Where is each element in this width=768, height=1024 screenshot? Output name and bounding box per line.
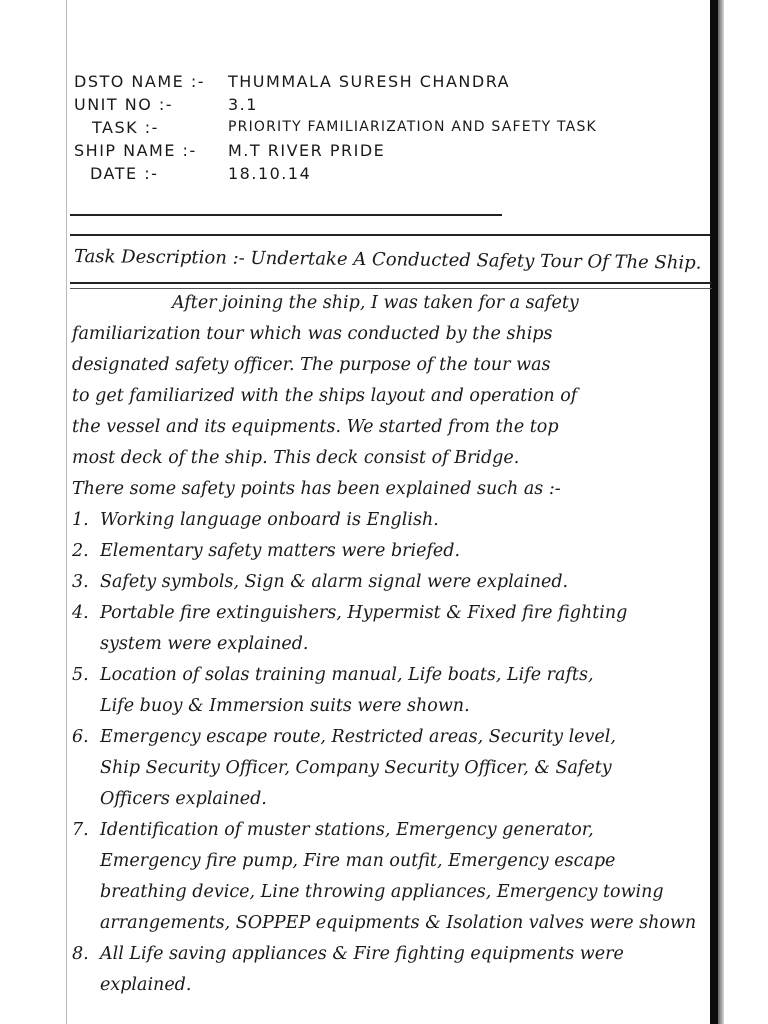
header-row-unit-no: [74, 93, 704, 116]
list-item: [72, 598, 712, 660]
header-value: 18.10.14: [228, 164, 312, 183]
list-text: Emergency fire pump, Fire man outfit, Emergency escape: [100, 851, 616, 871]
header-block: [74, 70, 704, 185]
list-text: Elementary safety matters were briefed.: [100, 541, 461, 561]
list-item: [72, 536, 712, 567]
list-text: Emergency escape route, Restricted areas, Security level,: [100, 727, 616, 747]
header-value: M.T RIVER PRIDE: [228, 141, 386, 160]
list-number: 7.: [72, 820, 89, 840]
task-description: Task Description :- Undertake A Conducted Safety Tour Of The Ship.: [73, 246, 702, 274]
header-row-ship-name: [74, 139, 704, 162]
list-text: All Life saving appliances & Fire fighting equipments were: [100, 944, 624, 964]
list-text: Safety symbols, Sign & alarm signal were explained.: [100, 572, 569, 592]
header-value: 3.1: [228, 95, 258, 114]
task-description-underline: [70, 282, 712, 284]
list-text: breathing device, Line throwing appliances, Emergency towing: [100, 882, 664, 902]
header-row-task: [74, 116, 704, 139]
list-number: 6.: [72, 727, 89, 747]
list-text: explained.: [100, 975, 192, 995]
intro-line: designated safety officer. The purpose of the tour was: [72, 355, 551, 375]
intro-line: the vessel and its equipments. We started from the top: [72, 417, 559, 437]
notebook-margin-line: [66, 0, 67, 1024]
list-text: Portable fire extinguishers, Hypermist & Fixed fire fighting: [100, 603, 628, 623]
list-item: [72, 567, 712, 598]
list-number: 4.: [72, 603, 89, 623]
list-text: arrangements, SOPPEP equipments & Isolation valves were shown: [100, 913, 697, 933]
list-text: system were explained.: [100, 634, 309, 654]
intro-line: After joining the ship, I was taken for a safety: [172, 293, 579, 313]
list-text: Ship Security Officer, Company Security Officer, & Safety: [100, 758, 612, 778]
list-text: Identification of muster stations, Emergency generator,: [100, 820, 594, 840]
list-number: 2.: [72, 541, 89, 561]
intro-line: familiarization tour which was conducted by the ships: [72, 324, 553, 344]
header-label: DSTO NAME :-: [74, 72, 206, 91]
list-item: [72, 722, 712, 815]
header-label: SHIP NAME :-: [74, 141, 197, 160]
header-value: PRIORITY FAMILIARIZATION AND SAFETY TASK: [228, 119, 597, 135]
list-number: 5.: [72, 665, 89, 685]
intro-line: most deck of the ship. This deck consist of Bridge.: [72, 448, 520, 468]
list-item: [72, 815, 712, 939]
list-item: [72, 505, 712, 536]
list-text: Working language onboard is English.: [100, 510, 439, 530]
header-label: UNIT NO :-: [74, 95, 174, 114]
header-row-date: [74, 162, 704, 185]
list-number: 8.: [72, 944, 89, 964]
header-label: DATE :-: [90, 164, 159, 183]
list-item: [72, 660, 712, 722]
report-body: [72, 288, 712, 1001]
list-text: Location of solas training manual, Life boats, Life rafts,: [100, 665, 594, 685]
intro-line: to get familiarized with the ships layout and operation of: [72, 386, 578, 406]
list-item: [72, 939, 712, 1001]
list-number: 3.: [72, 572, 89, 592]
header-row-dsto-name: [74, 70, 704, 93]
header-value: THUMMALA SURESH CHANDRA: [228, 72, 511, 91]
list-text: Officers explained.: [100, 789, 267, 809]
header-divider-lower: [70, 234, 710, 236]
list-text: Life buoy & Immersion suits were shown.: [100, 696, 470, 716]
header-divider: [70, 214, 502, 216]
header-label: TASK :-: [92, 118, 159, 137]
intro-line: There some safety points has been explained such as :-: [72, 479, 561, 499]
list-number: 1.: [72, 510, 89, 530]
